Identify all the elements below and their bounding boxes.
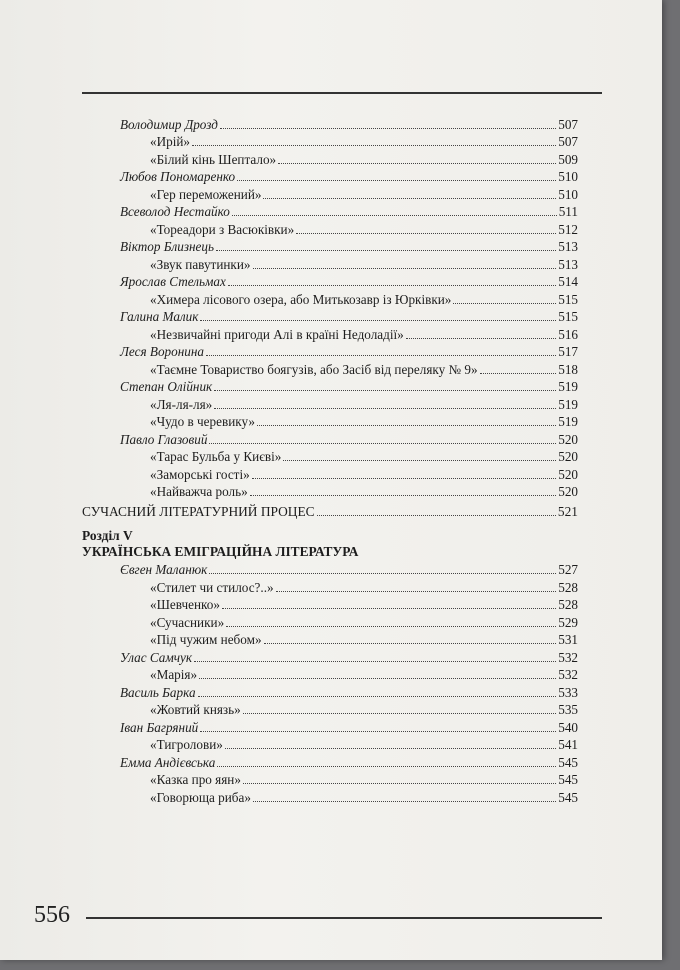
toc-entry-author [82,683,578,701]
toc-entry-author [82,343,578,361]
dot-leader [226,626,556,627]
toc-entry-title: «Марія» [150,667,198,682]
toc-entry-work [82,395,578,413]
toc-entry-title: «Звук павутинки» [150,256,251,272]
toc-entry-title: «Ирій» [150,134,191,149]
toc-entry-title: «Химера лісового озера, або Митькозавр із Юрківки» [150,291,452,307]
toc-entry-page: 516 [558,326,578,342]
toc-entry-author [82,203,578,221]
toc-entry-title: «Тарас Бульба у Києві» [150,449,282,464]
dot-leader [243,713,556,714]
toc-entry-page: 520 [558,466,578,482]
toc-entry-page: 520 [558,449,578,464]
toc-entry-work [82,736,578,754]
toc-entry-page: 520 [558,431,578,447]
top-rule [82,92,602,94]
toc-entry-work [82,578,578,596]
toc-entry-page: 519 [558,414,578,429]
dot-leader [214,390,556,391]
toc-entry-page: 527 [558,562,578,577]
dot-leader [192,145,556,146]
toc-entry-page: 510 [558,169,578,184]
toc-entry-work [82,133,578,151]
toc-entry-work [82,465,578,483]
toc-entry-author [82,561,578,579]
toc-entry-title: «Жовтий князь» [150,702,241,717]
toc-entry-work [82,150,578,168]
toc-entry-page: 528 [558,579,578,595]
toc-entry-work [82,448,578,466]
toc-entry-title: Любов Пономаренко [120,169,236,184]
toc-entry-title: «Гер переможений» [150,186,262,202]
dot-leader [480,373,557,374]
toc-entry-page: 509 [558,151,578,167]
dot-leader [243,783,556,784]
toc-entry-work [82,360,578,378]
toc-entry-page: 535 [558,702,578,717]
dot-leader [209,573,556,574]
toc-entry-page: 513 [558,239,578,254]
toc-entry-work [82,613,578,631]
dot-leader [206,355,556,356]
dot-leader [252,478,557,479]
dot-leader [264,643,557,644]
toc-entry-title: Леся Воронина [120,344,204,359]
toc-entry-title: Ярослав Стельмах [120,274,226,289]
toc-entry-author [82,273,578,291]
toc-entry-title: Улас Самчук [120,649,193,665]
toc-entry-page: 507 [558,134,578,149]
dot-leader [406,338,556,339]
toc-entry-work [82,325,578,343]
toc-entry-title: «Заморські гості» [150,466,250,482]
toc-entry-work [82,413,578,431]
bottom-rule [86,917,602,919]
toc-entry-work [82,666,578,684]
dot-leader [296,233,556,234]
toc-entry-page: 507 [558,116,578,132]
toc-entry-title: Емма Андієвська [120,754,216,770]
toc-entry-author [82,168,578,186]
dot-leader [217,766,556,767]
dot-leader [453,303,556,304]
table-of-contents [82,115,578,806]
dot-leader [232,215,557,216]
toc-entry-title: Євген Маланюк [120,562,208,577]
dot-leader [214,408,556,409]
toc-entry-page: 517 [558,344,578,359]
toc-entry-title: «Найважча роль» [150,484,248,499]
toc-entry-page: 533 [558,684,578,700]
dot-leader [228,285,556,286]
dot-leader [199,678,556,679]
toc-entry-title: «Таємне Товариство боягузів, або Засіб від переляку № 9» [150,361,478,377]
dot-leader [253,801,556,802]
toc-entry-author [82,718,578,736]
toc-entry-work [82,255,578,273]
toc-entry-title: «Казка про яян» [150,772,241,787]
toc-entry-page: 532 [558,667,578,682]
toc-entry-title: Василь Барка [120,684,196,700]
toc-entry-page: 529 [558,614,578,630]
toc-entry-work [82,483,578,501]
toc-entry-page: 540 [558,719,578,735]
toc-entry-page: 519 [558,379,578,394]
toc-entry-title: Віктор Близнець [120,239,214,254]
toc-entry-title: «Говорюща риба» [150,789,251,805]
toc-entry-page: 511 [558,204,578,219]
toc-entry-title: Всеволод Нестайко [120,204,230,219]
toc-entry-page: 532 [558,649,578,665]
toc-entry-author [82,238,578,256]
toc-entry-title: Павло Глазовий [120,431,208,447]
toc-entry-work [82,771,578,789]
toc-entry-work [82,185,578,203]
toc-entry-title: «Тигролови» [150,737,223,752]
toc-entry-page: 545 [558,789,578,805]
section-title: УКРАЇНСЬКА ЕМІГРАЦІЙНА ЛІТЕРАТУРА [82,543,359,559]
toc-entry-author [82,430,578,448]
dot-leader [209,443,556,444]
dot-leader [194,661,556,662]
toc-entry-author [82,648,578,666]
dot-leader [283,460,556,461]
toc-entry-page: 510 [558,186,578,202]
dot-leader [222,608,556,609]
toc-entry-page: 545 [558,754,578,770]
dot-leader [198,696,557,697]
toc-entry-title: «Білий кінь Шептало» [150,151,277,167]
toc-entry-title: «Стилет чи стилос?..» [150,579,274,595]
toc-entry-page: 515 [558,291,578,307]
toc-entry-work [82,596,578,614]
dot-leader [263,198,556,199]
toc-entry-title: Іван Багряний [120,719,199,735]
toc-entry-title: «Чудо в черевику» [150,414,256,429]
toc-entry-title: «Під чужим небом» [150,632,262,647]
dot-leader [225,748,556,749]
toc-entry-page: 515 [558,309,578,324]
toc-entry-page: 531 [558,632,578,647]
toc-entry-author [82,378,578,396]
toc-entry-title: Володимир Дрозд [120,116,218,132]
dot-leader [237,180,556,181]
dot-leader [317,515,556,516]
toc-entry-page: 520 [558,484,578,499]
toc-entry-page: 528 [558,597,578,612]
toc-block-2 [82,561,578,806]
toc-entry-page: 545 [558,772,578,787]
toc-entry-title: «Шевченко» [150,597,220,612]
toc-entry-work [82,290,578,308]
toc-entry-work [82,631,578,649]
toc-entry-title: «Незвичайні пригоди Алі в країні Недоладії» [150,326,404,342]
toc-entry-page: 512 [558,221,578,237]
section-label: Розділ V [82,527,133,543]
toc-entry-work [82,788,578,806]
toc-entry-page: 513 [558,256,578,272]
toc-entry-title: «Сучасники» [150,614,225,630]
toc-entry-page: 541 [558,737,578,752]
toc-entry-title: Галина Малик [120,309,199,324]
toc-entry-work [82,701,578,719]
dot-leader [257,425,556,426]
toc-block-1 [82,115,578,520]
toc-entry-page: 519 [558,396,578,412]
toc-entry-author [82,753,578,771]
toc-entry-page: 521 [557,503,578,519]
dot-leader [276,591,557,592]
page-number: 556 [34,902,70,928]
toc-entry-work [82,220,578,238]
toc-entry-author [82,308,578,326]
toc-entry-title: «Тореадори з Васюківки» [150,221,295,237]
dot-leader [200,731,556,732]
dot-leader [253,268,557,269]
toc-entry-title: СУЧАСНИЙ ЛІТЕРАТУРНИЙ ПРОЦЕС [82,503,315,519]
dot-leader [200,320,556,321]
toc-entry-author [82,115,578,133]
toc-entry-title: Степан Олійник [120,379,213,394]
toc-entry-page: 518 [558,361,578,377]
dot-leader [250,495,557,496]
toc-entry-section [82,502,578,520]
toc-entry-page: 514 [558,274,578,289]
toc-entry-title: «Ля-ля-ля» [150,396,213,412]
dot-leader [278,163,556,164]
dot-leader [220,128,556,129]
dot-leader [216,250,556,251]
